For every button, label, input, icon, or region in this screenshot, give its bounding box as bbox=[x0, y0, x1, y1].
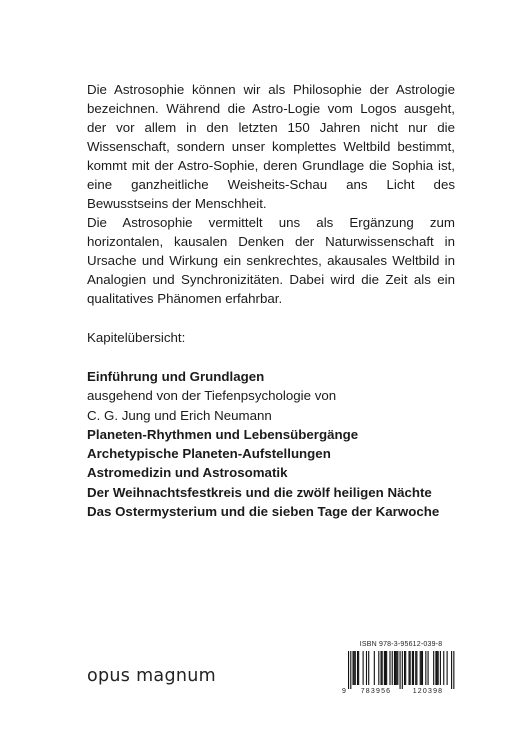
chapter-list bbox=[87, 367, 455, 521]
chapter-subtitle: ausgehend von der Tiefenpsychologie von bbox=[87, 388, 337, 404]
barcode-bar bbox=[410, 651, 411, 685]
isbn-label: ISBN 978-3-95612-039-8 bbox=[359, 641, 443, 648]
chapter-title: Archetypische Planeten-Aufstellungen bbox=[87, 446, 331, 462]
intro-paragraph-1: Die Astrosophie können wir als Philosophie der Astrologie bezeichnen. Während die Astro-Logie vom Logos ausgeht, der vor allem in den letzten 150 Jahren nicht nur die Wissenschaft, sondern unser komplettes Weltbild bestimmt, kommt mit der Astro-Sophie, deren Grundlage die Sophia ist, eine ganzheitliche Weisheits-Schau ans Licht des Bewusstseins der Menschheit. bbox=[87, 82, 455, 211]
barcode-bar bbox=[447, 651, 448, 685]
barcode-bar bbox=[436, 651, 437, 685]
barcode-bar bbox=[405, 651, 406, 685]
barcode-bar bbox=[386, 651, 387, 685]
barcode-bar bbox=[378, 651, 379, 685]
barcode-bar bbox=[389, 651, 390, 685]
barcode-bar bbox=[384, 651, 385, 685]
barcode-bar bbox=[435, 651, 436, 685]
barcode-bar bbox=[348, 651, 349, 689]
barcode-left-digits: 783956 bbox=[360, 688, 392, 695]
barcode-bar bbox=[394, 651, 395, 685]
barcode-bar bbox=[366, 651, 367, 685]
barcode-bar bbox=[352, 651, 353, 685]
barcode-bar bbox=[382, 651, 383, 685]
barcode-bar bbox=[438, 651, 439, 685]
barcode-bar bbox=[380, 651, 381, 685]
chapter-title: Das Ostermysterium und die sieben Tage der Karwoche bbox=[87, 504, 440, 520]
barcode-bar bbox=[357, 651, 358, 685]
chapters-heading: Kapitelübersicht: bbox=[87, 330, 186, 345]
barcode-bar bbox=[422, 651, 423, 685]
chapter-subtitle: C. G. Jung und Erich Neumann bbox=[87, 407, 272, 423]
barcode-bar bbox=[397, 651, 398, 685]
barcode-bar bbox=[404, 651, 405, 685]
barcode-bar bbox=[354, 651, 355, 685]
back-cover-text bbox=[87, 80, 455, 521]
barcode-bar bbox=[408, 651, 409, 685]
barcode-bar bbox=[363, 651, 364, 685]
barcode-bar bbox=[421, 651, 422, 685]
barcode-bar bbox=[392, 651, 393, 685]
barcode-lead-digit: 9 bbox=[342, 688, 346, 695]
chapter-item bbox=[87, 502, 455, 521]
barcode-bar bbox=[425, 651, 426, 685]
barcode-bar bbox=[415, 651, 416, 685]
isbn-barcode-block bbox=[340, 641, 462, 695]
publisher-name: opus magnum bbox=[87, 666, 216, 686]
barcode-bar bbox=[412, 651, 413, 685]
chapter-title: Einführung und Grundlagen bbox=[87, 369, 265, 384]
barcode-bar bbox=[385, 651, 386, 685]
barcode-bar bbox=[440, 651, 441, 685]
barcode-bar bbox=[396, 651, 397, 685]
chapter-item bbox=[87, 483, 455, 502]
barcode-bar bbox=[433, 651, 434, 685]
barcode-bar bbox=[355, 651, 356, 685]
chapter-item bbox=[87, 463, 455, 482]
barcode-bar bbox=[451, 651, 452, 689]
barcode-bar bbox=[413, 651, 414, 685]
barcode-bar bbox=[416, 651, 417, 685]
intro-paragraph-2: Die Astrosophie vermittelt uns als Ergänzung zum horizontalen, kausalen Denken der Naturwissenschaft in Ursache und Wirkung ein senkrechtes, akausales Weltbild in Analogien und Synchronizitäten. Dabei wird die Zeit als ein qualitatives Phänomen erfahrbar. bbox=[87, 215, 455, 306]
barcode-bar bbox=[350, 651, 351, 689]
barcode-bar bbox=[358, 651, 359, 685]
chapter-title: Planeten-Rhythmen und Lebensübergänge bbox=[87, 426, 359, 442]
barcode-bar bbox=[420, 651, 421, 685]
barcode-bar bbox=[395, 651, 396, 685]
barcode-bar bbox=[368, 651, 369, 685]
chapter-item bbox=[87, 367, 455, 425]
intro-text bbox=[87, 80, 455, 308]
chapter-item bbox=[87, 444, 455, 463]
chapter-title: Der Weihnachtsfestkreis und die zwölf heiligen Nächte bbox=[87, 484, 432, 500]
barcode-bar bbox=[402, 651, 403, 689]
barcode-bar bbox=[443, 651, 444, 685]
barcode-bar bbox=[428, 651, 429, 685]
barcode-bar bbox=[453, 651, 454, 689]
chapter-title: Astromedizin und Astrosomatik bbox=[87, 465, 288, 481]
barcode-bar bbox=[374, 651, 375, 685]
barcode bbox=[340, 651, 462, 695]
barcode-bar bbox=[400, 651, 401, 689]
chapter-item bbox=[87, 425, 455, 444]
barcode-right-digits: 120398 bbox=[412, 688, 444, 695]
